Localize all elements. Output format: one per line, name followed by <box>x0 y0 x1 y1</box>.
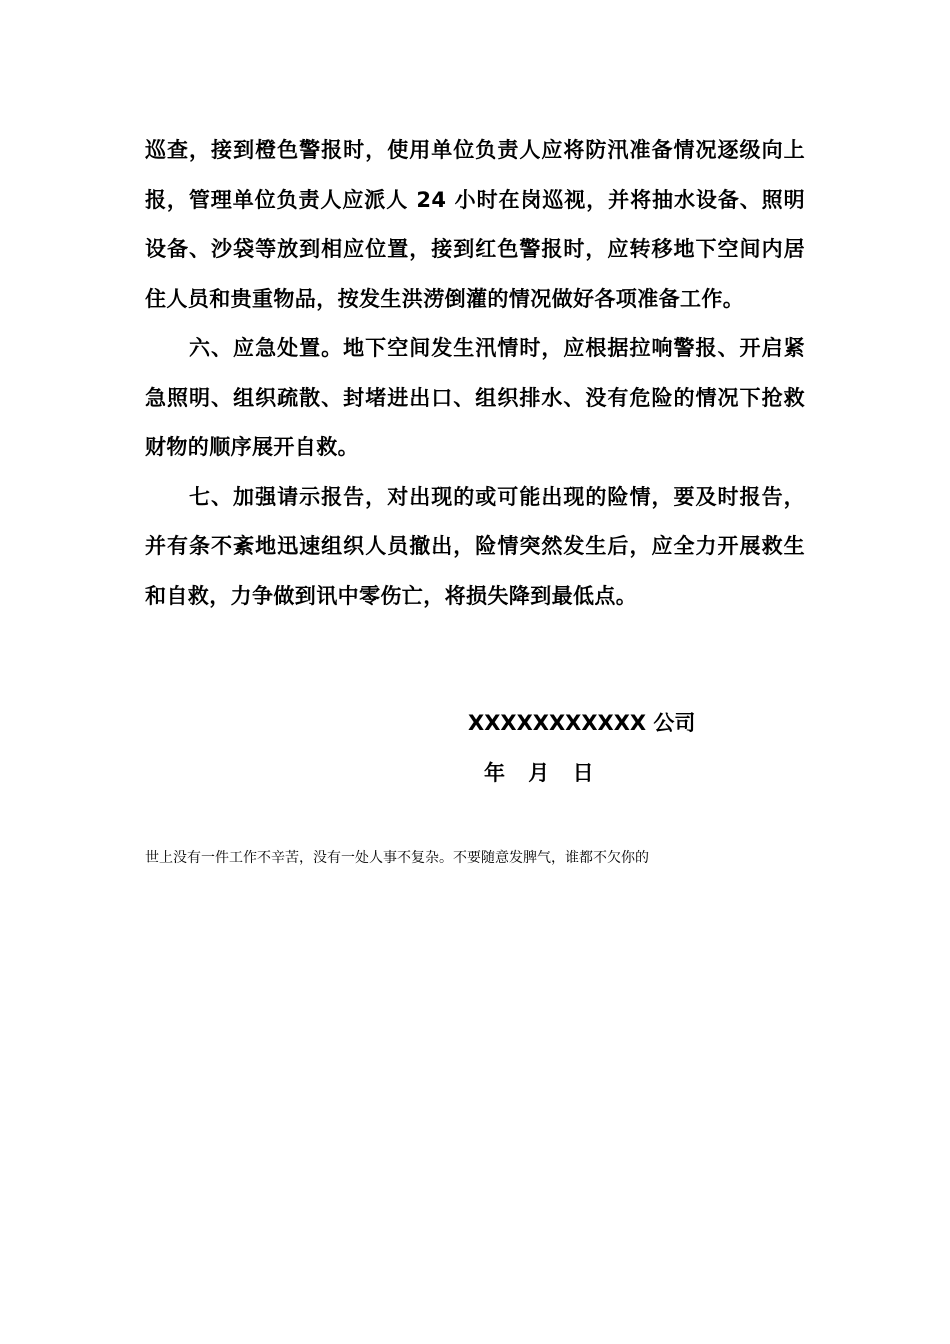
footer-note: 世上没有一件工作不辛苦，没有一处人事不复杂。不要随意发脾气，谁都不欠你的 <box>145 850 649 866</box>
paragraph-emergency-response: 六、应急处置。地下空间发生汛情时，应根据拉响警报、开启紧急照明、组织疏散、封堵进出口、组织排水、没有危险的情况下抢救财物的顺序展开自救。 <box>145 336 805 459</box>
company-name: XXXXXXXXXXX 公司 <box>468 711 696 735</box>
signature-block <box>468 702 768 794</box>
paragraph-reporting: 七、加强请示报告，对出现的或可能出现的险情，要及时报告，并有条不紊地迅速组织人员撤出，险情突然发生后，应全力开展救生和自救，力争做到讯中零伤亡，将损失降到最低点。 <box>145 484 805 608</box>
document-body <box>145 126 805 621</box>
paragraph-continuation: 巡查，接到橙色警报时，使用单位负责人应将防汛准备情况逐级向上报，管理单位负责人应派人 24 小时在岗巡视，并将抽水设备、照明设备、沙袋等放到相应位置，接到红色警报时，应转移地下空间内居住人员和贵重物品，按发生洪涝倒灌的情况做好各项准备工作。 <box>145 138 805 311</box>
signature-date: 年 月 日 <box>484 761 596 785</box>
